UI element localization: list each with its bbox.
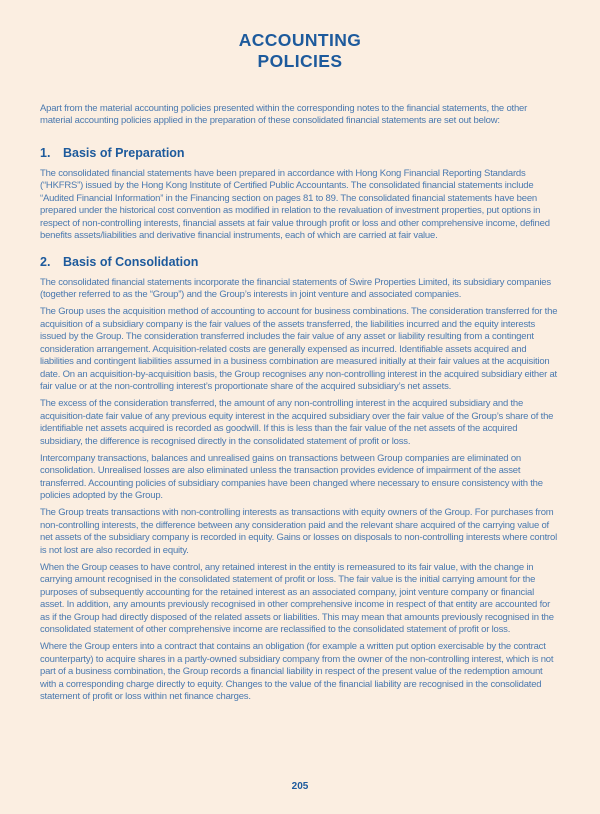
section-title: Basis of Preparation [63,145,185,160]
page-number: 205 [291,781,309,792]
section-heading-basis-of-preparation [40,146,560,161]
paragraph: Intercompany transactions, balances and unrealised gains on transactions between Group companies are eliminated on consolidation. Unrealised losses are also eliminated unless the transaction provides evidence of impairment of the asset transferred. Accounting policies of subsidiary companies have been changed where necessary to ensure consistency with the policies adopted by the Group. [40,452,543,502]
paragraph: The Group uses the acquisition method of accounting to account for business combinations. The consideration transferred for the acquisition of a subsidiary company is the fair values of the assets transferred, the liabilities incurred and the equity interests issued by the Group. The consideration transferred includes the fair value of any asset or liability resulting from a contingent consideration arrangement. Acquisition-related costs are generally expensed as incurred. Identifiable assets acquired and liabilities and contingent liabilities assumed in a business combination are measured initially at their fair values at the acquisition date. On an acquisition-by-acquisition basis, the Group recognises any non-controlling interest in the acquired subsidiary either at fair value or at the non-controlling interest’s proportionate share of the acquired subsidiary’s net assets. [40,306,558,393]
section-basis-of-consolidation [40,255,560,704]
paragraph: Where the Group enters into a contract that contains an obligation (for example a written put option exercisable by the contract counterparty) to acquire shares in a partly-owned subsidiary company from the owner of the non-controlling interest, which is not part of a business combination, the Group records a financial liability in respect of the present value of the redemption amount with a corresponding charge directly to equity. Changes to the value of the financial liability are recognised in the consolidated statement of profit or loss within net finance charges. [40,641,554,703]
paragraph: When the Group ceases to have control, any retained interest in the entity is remeasured to its fair value, with the change in carrying amount recognised in the consolidated statement of profit or loss. The fair value is the initial carrying amount for the purposes of subsequently accounting for the retained interest as an associated company, joint venture company or financial asset. In addition, any amounts previously recognised in other comprehensive income in respect of that entity are accounted for as if the Group had directly disposed of the related assets or liabilities. This may mean that amounts previously recognised in the consolidated statement of other comprehensive income are reclassified to the consolidated statement of profit or loss. [40,561,554,636]
paragraph: The consolidated financial statements have been prepared in accordance with Hong Kong Financial Reporting Standards (“HKFRS”) issued by the Hong Kong Institute of Certified Public Accountants. The consolidated financial statements include “Audited Financial Information” in the Financing section on pages 81 to 89. The consolidated financial statements have been prepared under the historical cost convention as modified in relation to the revaluation of investment properties, put options in respect of non-controlling interests, financial assets at fair value through profit or loss and other comprehensive income, defined benefits assets/liabilities and derivative financial instruments, each of which are carried at fair value. [40,167,550,242]
section-title: Basis of Consolidation [63,254,199,269]
page-title-line1: ACCOUNTING [238,30,362,50]
paragraph: The consolidated financial statements incorporate the financial statements of Swire Properties Limited, its subsidiary companies (together referred to as the “Group”) and the Group’s interests in joint venture and associated companies. [40,276,551,301]
section-number: 1. [40,145,51,160]
paragraph: The Group treats transactions with non-controlling interests as transactions with equity owners of the Group. For purchases from non-controlling interests, the difference between any consideration paid and the relevant share acquired of the carrying value of net assets of the subsidiary company is recorded in equity. Gains or losses on disposals to non-controlling interests where control is not lost are also recorded in equity. [40,507,557,556]
section-number: 2. [40,254,51,269]
page-title [40,30,560,73]
intro-paragraph: Apart from the material accounting policies presented within the corresponding notes to the financial statements, the other material accounting policies applied in the preparation of these consolidated financial statements are set out below: [40,102,528,127]
page-title-line2: POLICIES [257,51,343,72]
section-heading-basis-of-consolidation [40,255,560,270]
paragraph: The excess of the consideration transferred, the amount of any non-controlling interest in the acquired subsidiary and the acquisition-date fair value of any previous equity interest in the acquired subsidiary over the fair value of the Group’s share of the identifiable net assets acquired is recorded as goodwill. If this is less than the fair value of the net assets of the acquired subsidiary, the difference is recognised directly in the consolidated statement of profit or loss. [40,398,554,447]
section-basis-of-preparation [40,146,560,243]
